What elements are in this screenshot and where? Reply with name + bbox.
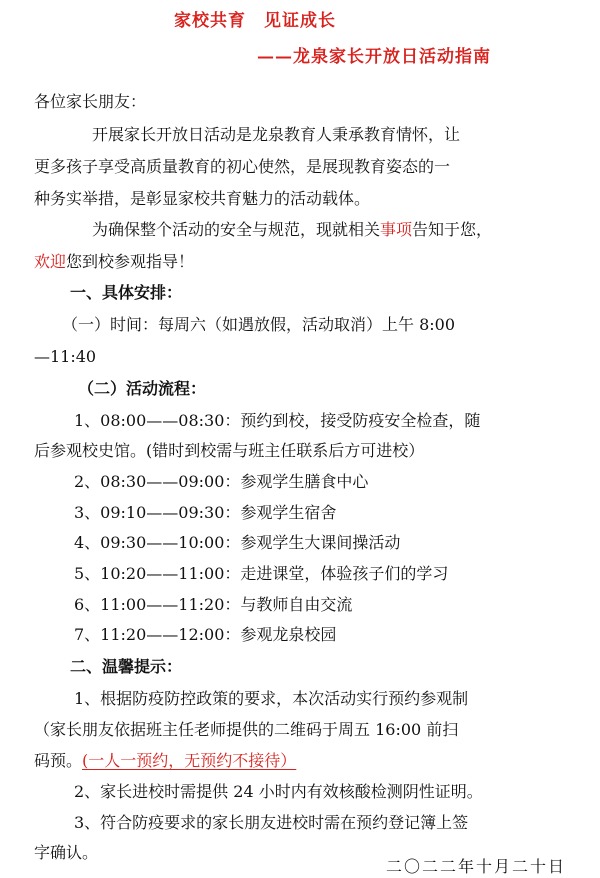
notice-highlight-1: 事项	[380, 220, 413, 239]
flow-item-1a: 1、08:00——08:30：预约到校，接受防疫安全检查，随	[74, 411, 481, 430]
title-line-2: ——龙泉家长开放日活动指南	[257, 47, 491, 67]
notice-highlight-2: 欢迎	[34, 252, 67, 271]
flow-item-1b: 后参观校史馆。(错时到校需与班主任联系后方可进校）	[34, 441, 425, 460]
notice-text-b: 告知于您，	[412, 220, 493, 239]
flow-item-2: 2、08:30——09:00：参观学生膳食中心	[74, 472, 369, 491]
notice-text-a: 为确保整个活动的安全与规范，现就相关	[92, 220, 381, 239]
time-line-2: —11:40	[34, 347, 97, 366]
flow-heading: （二）活动流程：	[78, 379, 207, 398]
tip-1-text: 码预。	[34, 751, 83, 770]
notice-line-2	[34, 251, 194, 273]
title-part-2: 见证成长	[264, 11, 336, 31]
notice-line-1	[92, 219, 492, 241]
flow-item-4: 4、09:30——10:00：参观学生大课间操活动	[74, 533, 401, 552]
section-1-heading: 一、具体安排：	[70, 283, 183, 302]
title-line-1	[174, 10, 336, 32]
notice-text-c: 您到校参观指导！	[66, 252, 195, 271]
intro-line-2: 更多孩子享受高质量教育的初心使然，是展现教育姿态的一	[34, 157, 451, 176]
greeting: 各位家长朋友：	[34, 92, 147, 111]
tip-1-warning: (一人一预约，无预约不接待）	[82, 751, 297, 770]
flow-item-6: 6、11:00——11:20：与教师自由交流	[74, 595, 353, 614]
title-part-1: 家校共育	[174, 11, 246, 31]
flow-item-7: 7、11:20——12:00：参观龙泉校园	[74, 625, 337, 644]
tip-1-line-3	[34, 750, 296, 772]
tip-3-line-2: 字确认。	[34, 843, 99, 862]
tip-1-line-2: （家长朋友依据班主任老师提供的二维码于周五 16:00 前扫	[34, 720, 459, 739]
section-2-heading: 二、温馨提示：	[70, 657, 183, 676]
flow-item-3: 3、09:10——09:30：参观学生宿舍	[74, 503, 337, 522]
tip-3-line-1: 3、符合防疫要求的家长朋友进校时需在预约登记簿上签	[74, 813, 469, 832]
tip-2: 2、家长进校时需提供 24 小时内有效核酸检测阴性证明。	[74, 782, 483, 801]
document-date: 二〇二二年十月二十日	[385, 857, 566, 876]
intro-line-3: 种务实举措，是彰显家校共育魅力的活动载体。	[34, 189, 371, 208]
intro-line-1: 开展家长开放日活动是龙泉教育人秉承教育情怀，让	[92, 125, 461, 144]
flow-item-5: 5、10:20——11:00：走进课堂，体验孩子们的学习	[74, 564, 449, 583]
tip-1-line-1: 1、根据防疫防控政策的要求，本次活动实行预约参观制	[74, 689, 469, 708]
time-line-1: （一）时间：每周六（如遇放假，活动取消）上午 8:00	[62, 315, 456, 334]
